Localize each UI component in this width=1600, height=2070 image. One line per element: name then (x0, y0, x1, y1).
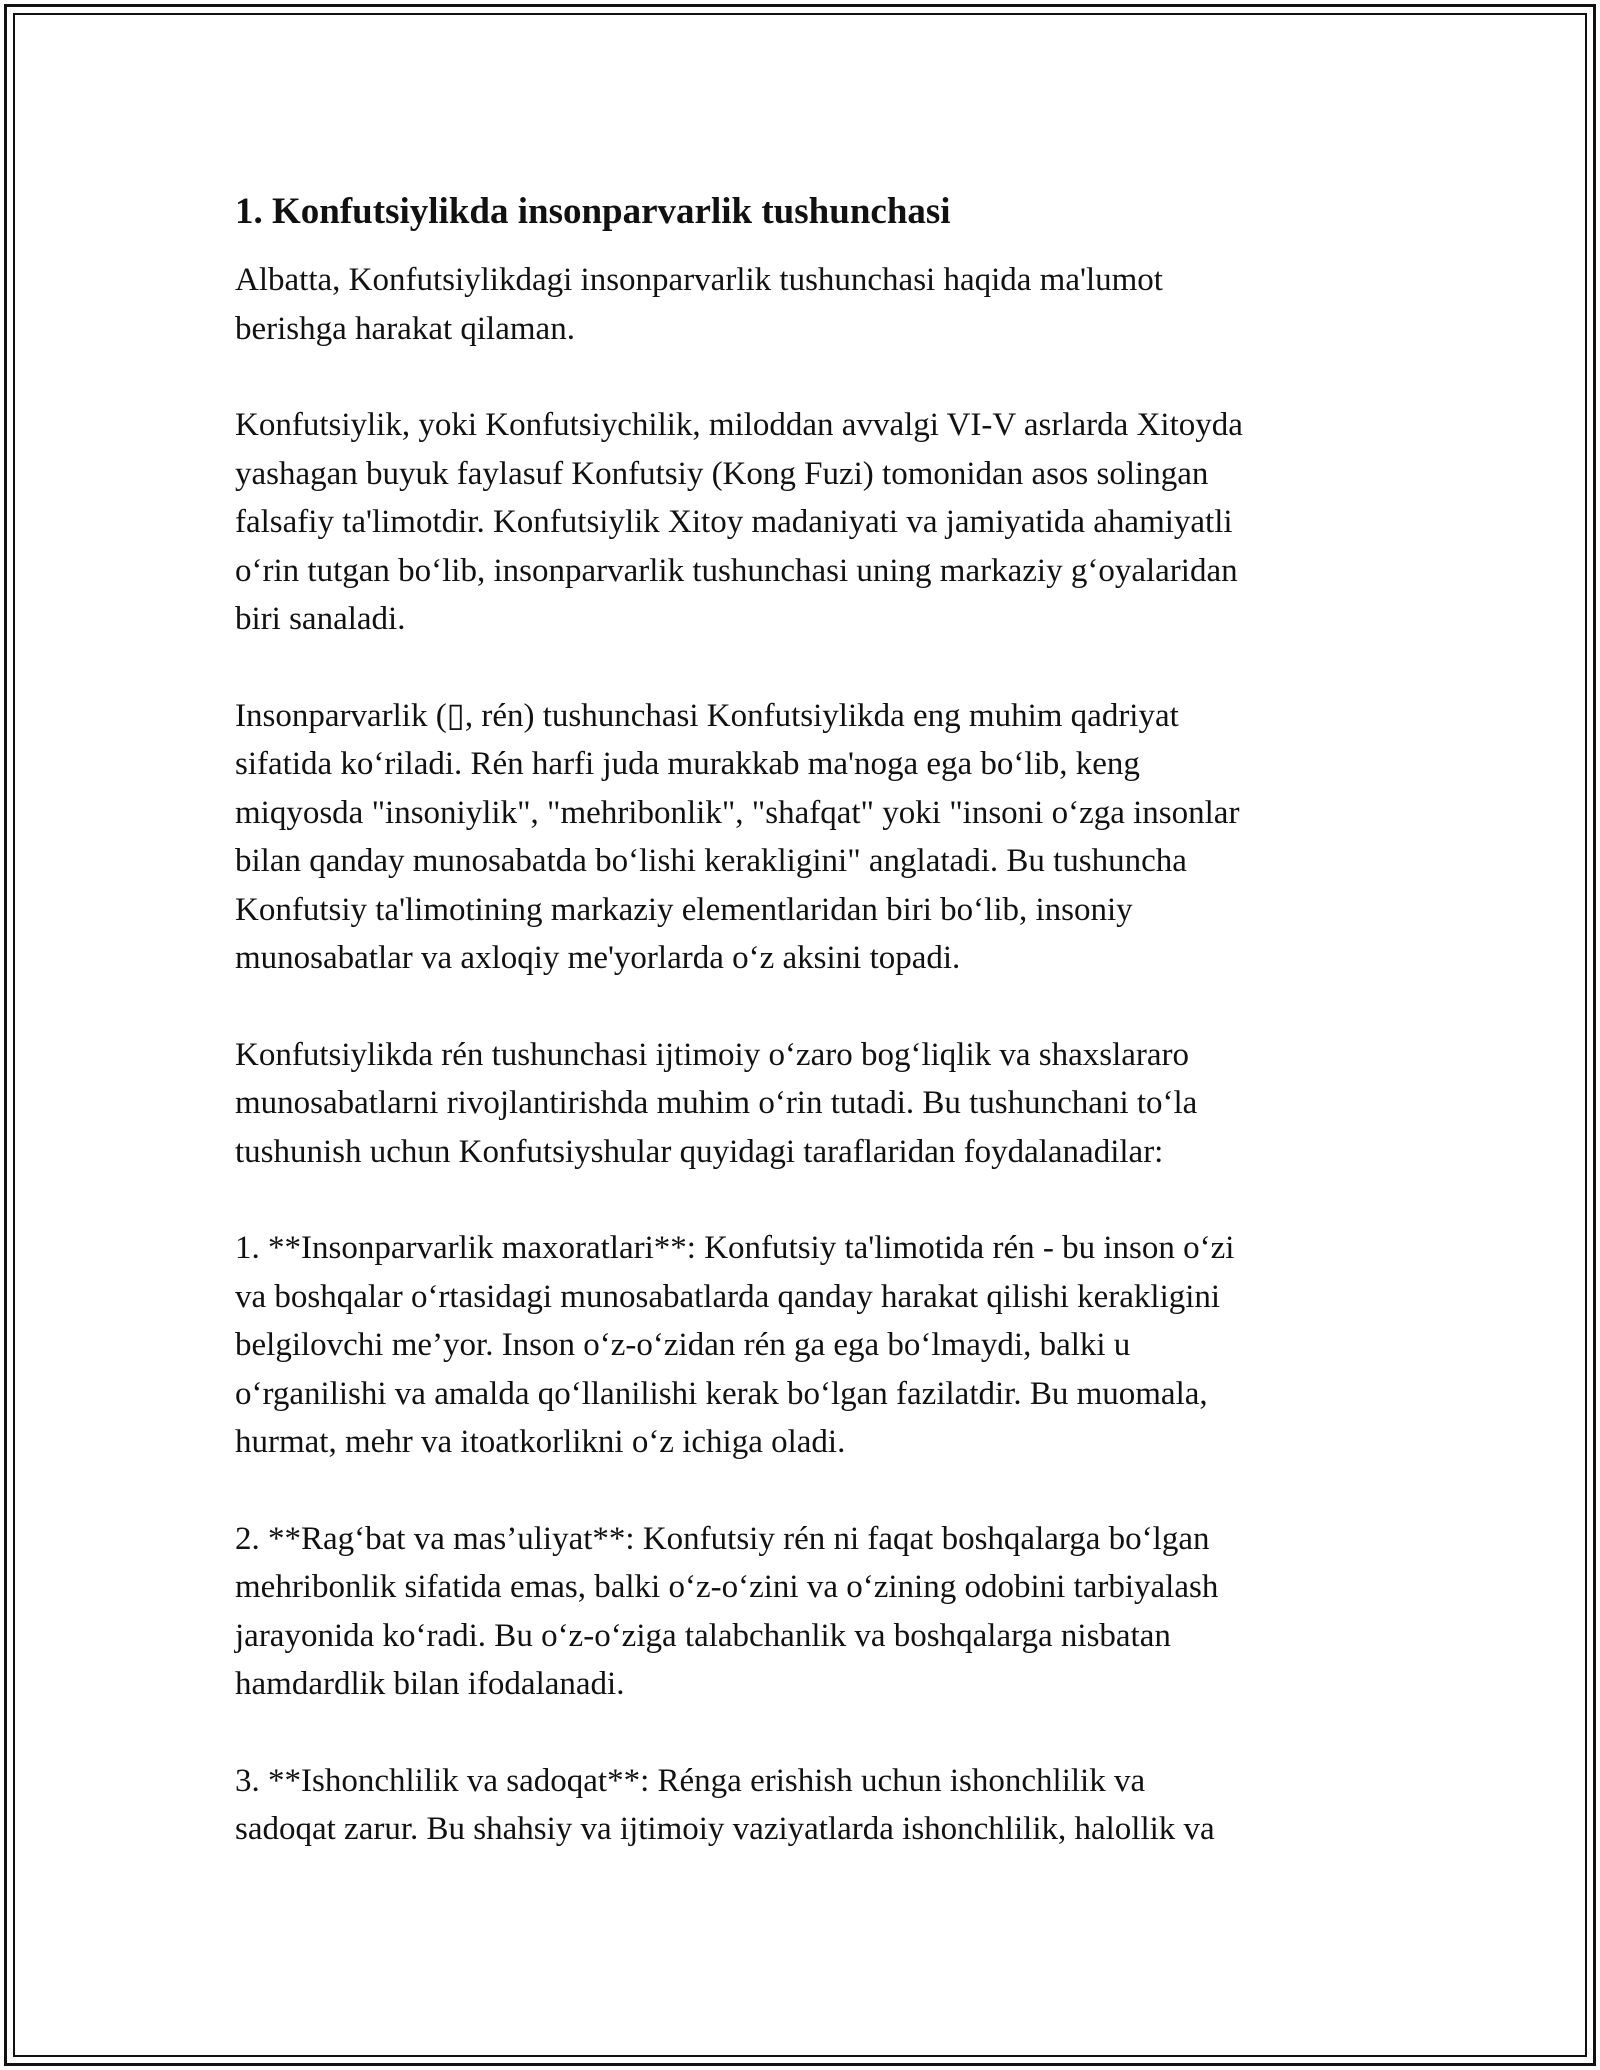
list-item-1: 1. **Insonparvarlik maxoratlari**: Konfutsiy ta'limotida rén - bu inson o‘zi va boshqalar o‘rtasidagi munosabatlarda qanday harakat qilishi kerakligini belgilovchi me’yor. Inson o‘z-o‘zidan rén ga ega bo‘lmaydi, balki u o‘rganilishi va amalda qo‘llanilishi kerak bo‘lgan fazilatdir. Bu muomala, hurmat, mehr va itoatkorlikni o‘z ichiga oladi. (235, 1230, 1235, 1460)
paragraph-intro: Albatta, Konfutsiylikdagi insonparvarlik tushunchasi haqida ma'lumot berishga harakat qilaman. (235, 262, 1163, 347)
document-body (235, 188, 1385, 1902)
paragraph-ren-definition: Insonparvarlik (▯, rén) tushunchasi Konfutsiylikda eng muhim qadriyat sifatida ko‘riladi. Rén harfi juda murakkab ma'noga ega bo‘lib, keng miqyosda "insoniylik", "mehribonlik", "shafqat" yoki "insoni o‘zga insonlar bilan qanday munosabatda bo‘lishi kerakligini" anglatadi. Bu tushuncha Konfutsiy ta'limotining markaziy elementlaridan biri bo‘lib, insoniy munosabatlar va axloqiy me'yorlarda o‘z aksini topadi. (235, 697, 1240, 976)
paragraph-confucianism: Konfutsiylik, yoki Konfutsiychilik, miloddan avvalgi VI-V asrlarda Xitoyda yashagan buyuk faylasuf Konfutsiy (Kong Fuzi) tomonidan asos solingan falsafiy ta'limotdir. Konfutsiylik Xitoy madaniyati va jamiyatida ahamiyatli o‘rin tutgan bo‘lib, insonparvarlik tushunchasi uning markaziy g‘oyalaridan biri sanaladi. (235, 407, 1243, 637)
document-title: 1. Konfutsiylikda insonparvarlik tushunchasi (235, 191, 951, 232)
list-item-2: 2. **Rag‘bat va mas’uliyat**: Konfutsiy rén ni faqat boshqalarga bo‘lgan mehribonlik sifatida emas, balki o‘z-o‘zini va o‘zining odobini tarbiyalash jarayonida ko‘radi. Bu o‘z-o‘ziga talabchanlik va boshqalarga nisbatan hamdardlik bilan ifodalanadi. (235, 1520, 1219, 1702)
list-item-3: 3. **Ishonchlilik va sadoqat**: Rénga erishish uchun ishonchlilik va sadoqat zarur. Bu shahsiy va ijtimoiy vaziyatlarda ishonchlilik, halollik va (235, 1762, 1215, 1847)
paragraph-ren-social: Konfutsiylikda rén tushunchasi ijtimoiy o‘zaro bog‘liqlik va shaxslararo munosabatlarni rivojlantirishda muhim o‘rin tutadi. Bu tushunchani to‘la tushunish uchun Konfutsiyshular quyidagi taraflaridan foydalanadilar: (235, 1036, 1198, 1170)
